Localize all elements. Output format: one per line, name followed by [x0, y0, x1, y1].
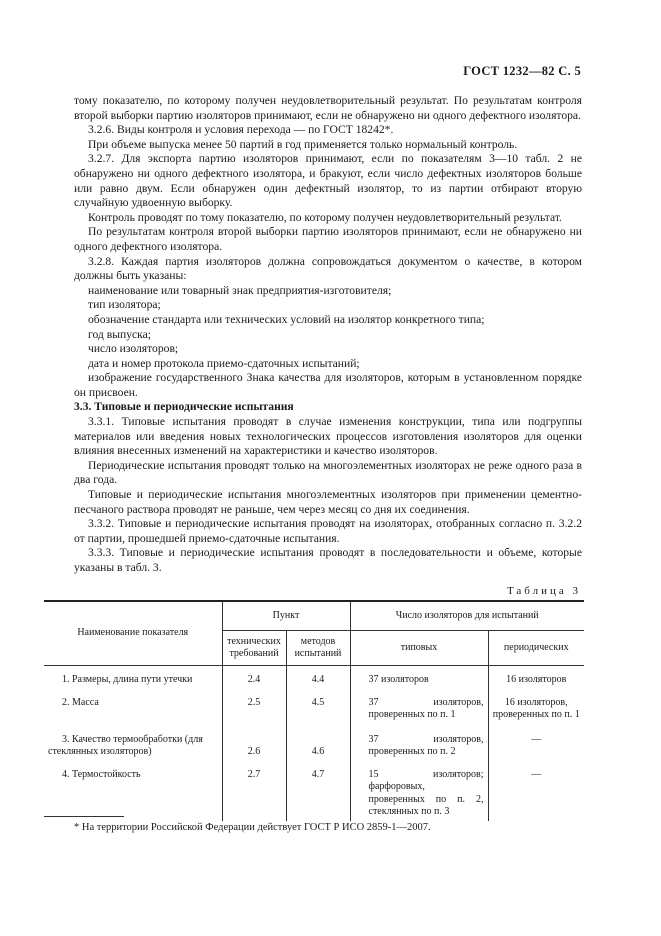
table-3 [44, 600, 584, 821]
table-row [44, 689, 584, 724]
header-periodic: периодических [488, 631, 584, 666]
cell-method: 4.5 [286, 689, 350, 724]
paragraph: 3.3.3. Типовые и периодические испытания проводят в последовательности и объеме, которые указаны в табл. 3. [74, 546, 582, 574]
cell-name: 3. Качество термообработки (для стеклянных изоляторов) [44, 724, 222, 761]
header-typical: типовых [350, 631, 488, 666]
paragraph: 3.2.8. Каждая партия изоляторов должна сопровождаться документом о качестве, в котором должны быть указаны: [74, 254, 582, 283]
list-item: число изоляторов; [88, 342, 179, 356]
list-item: обозначение стандарта или технических условий на изолятор конкретного типа; [88, 312, 485, 326]
header-count: Число изоляторов для испытаний [350, 601, 584, 631]
paragraph: 3.3.1. Типовые испытания проводят в случае изменения конструкции, типа или подгруппы материалов или введения новых технологических процессов изготовления изоляторов для оценки влияния внесенных изменений на характеристики и качество изоляторов. [74, 415, 582, 458]
paragraph: тому показателю, по которому получен неудовлетворительный результат. По результатам контроля второй выборки партию изоляторов принимают, если не обнаружено ни одного дефектного изолятора. [74, 94, 582, 122]
cell-method: 4.4 [286, 666, 350, 689]
paragraph: Периодические испытания проводят только на многоэлементных изоляторах не реже одного раза в два года. [74, 458, 582, 487]
header-punkt: Пункт [222, 601, 350, 631]
list-item: тип изолятора; [88, 298, 161, 312]
footnote-divider [44, 816, 124, 817]
cell-periodic: 16 изоляторов [488, 666, 584, 689]
header-tech: технических требований [222, 631, 286, 666]
cell-periodic: 16 изоляторов, проверенных по п. 1 [488, 689, 584, 724]
paragraph: 3.3.2. Типовые и периодические испытания проводят на изоляторах, отобранных согласно п. 3.2.2 от партии, прошедшей приемо-сдаточные испытания. [74, 517, 582, 545]
paragraph: 3.2.7. Для экспорта партию изоляторов принимают, если по показателям 3—10 табл. 2 не обнаружено ни одного дефектного изолятора, и бракуют, если число дефектных изоляторов больше или равно двум. Если обнаружен один дефектный изолятор, то из партии отбирают вторую случайную удвоенную выборку. [74, 152, 582, 210]
cell-method: 4.6 [286, 724, 350, 761]
body-text [74, 94, 582, 576]
table-caption: Таблица 3 [506, 585, 581, 597]
cell-name: 1. Размеры, длина пути утечки [44, 666, 222, 689]
cell-tech: 2.5 [222, 689, 286, 724]
cell-tech: 2.6 [222, 724, 286, 761]
cell-name: 2. Масса [44, 689, 222, 724]
header-methods: методов испытаний [286, 631, 350, 666]
table-row [44, 761, 584, 821]
paragraph: По результатам контроля второй выборки партию изоляторов принимают, если не обнаружено ни одного дефектного изолятора. [74, 225, 582, 253]
footnote: * На территории Российской Федерации действует ГОСТ Р ИСО 2859-1—2007. [74, 822, 431, 833]
cell-tech: 2.4 [222, 666, 286, 689]
cell-method: 4.7 [286, 761, 350, 821]
paragraph: Типовые и периодические испытания многоэлементных изоляторов при применении цементно-песчаного раствора проводят не раньше, чем через месяц со дня их соединения. [74, 488, 582, 516]
cell-periodic: — [488, 724, 584, 761]
cell-typical: 37 изоляторов [350, 666, 488, 689]
cell-typical: 37 изоляторов, проверенных по п. 1 [350, 689, 488, 724]
cell-name: 4. Термостойкость [44, 761, 222, 821]
cell-tech: 2.7 [222, 761, 286, 821]
list-item: изображение государственного Знака качества для изоляторов, которым в установленном порядке он присвоен. [74, 371, 582, 399]
list-item: дата и номер протокола приемо-сдаточных испытаний; [88, 356, 360, 370]
cell-typical: 15 изоляторов; фарфоровых, проверенных по п. 2, стеклянных по п. 3 [350, 761, 488, 821]
header-name: Наименование показателя [44, 601, 222, 666]
cell-typical: 37 изоляторов, проверенных по п. 2 [350, 724, 488, 761]
list-item: наименование или товарный знак предприятия-изготовителя; [88, 283, 392, 297]
list-item: год выпуска; [88, 327, 151, 341]
table-row [44, 666, 584, 689]
page-header: ГОСТ 1232—82 С. 5 [463, 64, 581, 78]
paragraph: Контроль проводят по тому показателю, по которому получен неудовлетворительный результат. [88, 210, 562, 224]
paragraph: При объеме выпуска менее 50 партий в год применяется только нормальный контроль. [88, 137, 518, 151]
cell-periodic: — [488, 761, 584, 821]
section-heading: 3.3. Типовые и периодические испытания [74, 400, 294, 414]
paragraph: 3.2.6. Виды контроля и условия перехода — по ГОСТ 18242*. [88, 123, 394, 137]
table-row [44, 724, 584, 761]
